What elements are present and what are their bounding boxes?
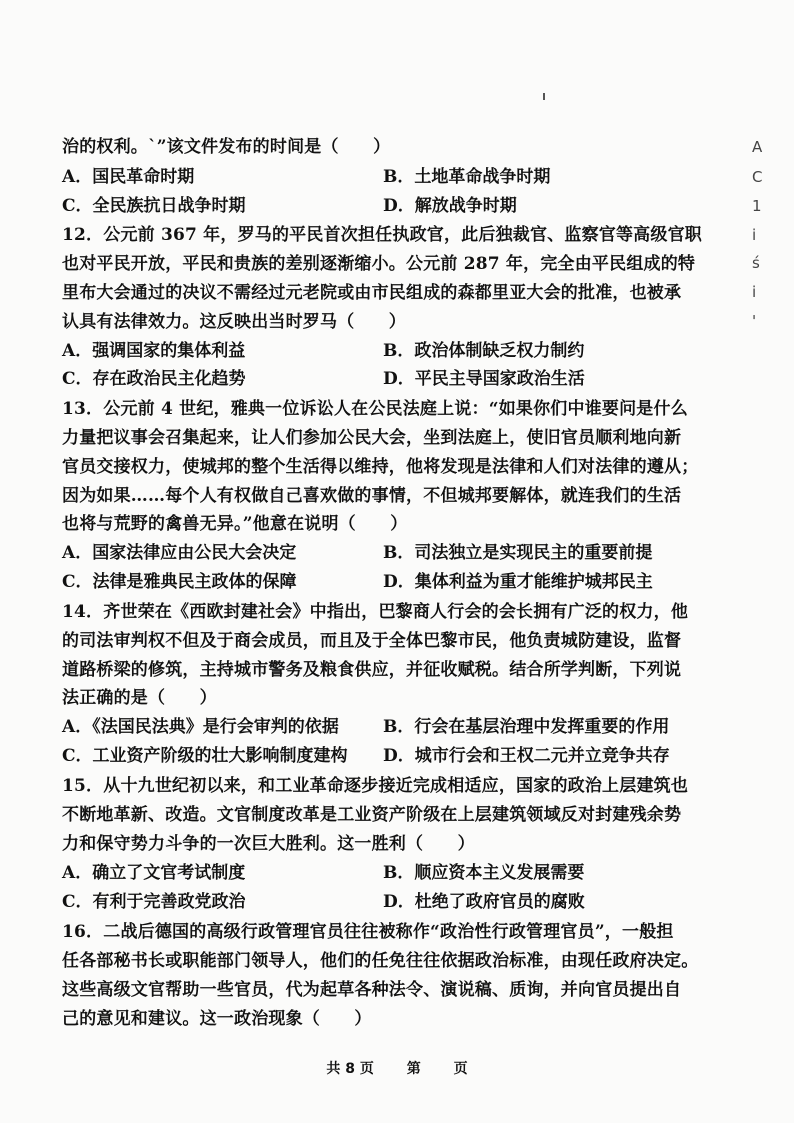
q13-line-1: 13．公元前 4 世纪，雅典一位诉讼人在公民法庭上说：“如果你们中谁要问是什么 bbox=[62, 399, 688, 419]
q15-option-c: C．有利于完善政党政治 bbox=[62, 892, 246, 912]
q15-line-1: 15．从十九世纪初以来，和工业革命逐步接近完成相适应，国家的政治上层建筑也 bbox=[62, 776, 689, 796]
q13-option-c: C．法律是雅典民主政体的保障 bbox=[62, 572, 297, 592]
edge-mark: i bbox=[752, 283, 757, 301]
q14-option-d: D．城市行会和王权二元并立竞争共存 bbox=[383, 746, 670, 766]
q15-option-a: A．确立了文官考试制度 bbox=[62, 863, 246, 883]
q12-line-2: 也对平民开放，平民和贵族的差别逐渐缩小。公元前 287 年，完全由平民组成的特 bbox=[62, 254, 696, 274]
q13-line-4: 因为如果……每个人有权做自己喜欢做的事情，不但城邦要解体，就连我们的生活 bbox=[62, 486, 682, 506]
q15-option-d: D．杜绝了政府官员的腐败 bbox=[383, 892, 585, 912]
q13-option-b: B．司法独立是实现民主的重要前提 bbox=[383, 543, 653, 563]
q11-option-a: A．国民革命时期 bbox=[62, 167, 195, 187]
q12-option-c: C．存在政治民主化趋势 bbox=[62, 369, 246, 389]
q14-line-3: 道路桥梁的修筑，主持城市警务及粮食供应，并征收赋税。结合所学判断，下列说 bbox=[62, 660, 682, 680]
edge-mark: A bbox=[752, 138, 763, 156]
q16-line-4: 己的意见和建议。这一政治现象（ ） bbox=[62, 1009, 372, 1029]
q14-line-4: 法正确的是（ ） bbox=[62, 688, 217, 708]
q13-option-a: A．国家法律应由公民大会决定 bbox=[62, 543, 297, 563]
q15-line-3: 力和保守势力斗争的一次巨大胜利。这一胜利（ ） bbox=[62, 834, 475, 854]
q13-line-5: 也将与荒野的禽兽无异。”他意在说明（ ） bbox=[62, 514, 408, 534]
footer-total-pages: 共 8 页 bbox=[326, 1061, 374, 1077]
q15-line-2: 不断地革新、改造。文官制度改革是工业资产阶级在上层建筑领域反对封建残余势 bbox=[62, 805, 682, 825]
edge-mark: ś bbox=[752, 254, 760, 272]
q12-line-3: 里布大会通过的决议不需经过元老院或由市民组成的森都里亚大会的批准，也被承 bbox=[62, 283, 682, 303]
page-footer bbox=[0, 1058, 794, 1078]
edge-mark: 1 bbox=[752, 197, 762, 215]
q13-line-2: 力量把议事会召集起来，让人们参加公民大会，坐到法庭上，使旧官员顺利地向新 bbox=[62, 428, 682, 448]
q11-tail: 治的权利。`”该文件发布的时间是（ ） bbox=[62, 137, 391, 157]
q14-option-c: C．工业资产阶级的壮大影响制度建构 bbox=[62, 746, 348, 766]
q13-option-d: D．集体利益为重才能维护城邦民主 bbox=[383, 572, 653, 592]
q16-line-3: 这些高级文官帮助一些官员，代为起草各种法令、演说稿、质询，并向官员提出自 bbox=[62, 980, 682, 1000]
q12-line-4: 认具有法律效力。这反映出当时罗马（ ） bbox=[62, 312, 406, 332]
q16-line-2: 任各部秘书长或职能部门领导人，他们的任免往往依据政治标准，由现任政府决定。 bbox=[62, 951, 699, 971]
q12-option-a: A．强调国家的集体利益 bbox=[62, 341, 246, 361]
q12-line-1: 12．公元前 367 年，罗马的平民首次担任执政官，此后独裁官、监察官等高级官职 bbox=[62, 225, 702, 245]
q11-option-b: B．土地革命战争时期 bbox=[383, 167, 551, 187]
edge-mark: ' bbox=[752, 312, 757, 330]
q13-line-3: 官员交接权力，使城邦的整个生活得以维持，他将发现是法律和人们对法律的遵从； bbox=[62, 457, 699, 477]
q16-line-1: 16．二战后德国的高级行政管理官员往往被称作“政治性行政管理官员”，一般担 bbox=[62, 922, 674, 942]
q12-option-b: B．政治体制缺乏权力制约 bbox=[383, 341, 585, 361]
q14-line-2: 的司法审判权不但及于商会成员，而且及于全体巴黎市民，他负责城防建设，监督 bbox=[62, 631, 682, 651]
q11-option-c: C．全民族抗日战争时期 bbox=[62, 196, 246, 216]
q14-option-a: A．《法国民法典》是行会审判的依据 bbox=[62, 717, 339, 737]
footer-page-label: 第 bbox=[406, 1061, 421, 1077]
footer-page-suffix: 页 bbox=[453, 1061, 468, 1077]
edge-mark: i bbox=[752, 226, 757, 244]
q12-option-d: D．平民主导国家政治生活 bbox=[383, 369, 585, 389]
scan-speck bbox=[543, 93, 545, 100]
q11-option-d: D．解放战争时期 bbox=[383, 196, 517, 216]
edge-mark: C bbox=[752, 168, 763, 186]
q15-option-b: B．顺应资本主义发展需要 bbox=[383, 863, 585, 883]
q14-option-b: B．行会在基层治理中发挥重要的作用 bbox=[383, 717, 670, 737]
q14-line-1: 14．齐世荣在《西欧封建社会》中指出，巴黎商人行会的会长拥有广泛的权力，他 bbox=[62, 602, 689, 622]
